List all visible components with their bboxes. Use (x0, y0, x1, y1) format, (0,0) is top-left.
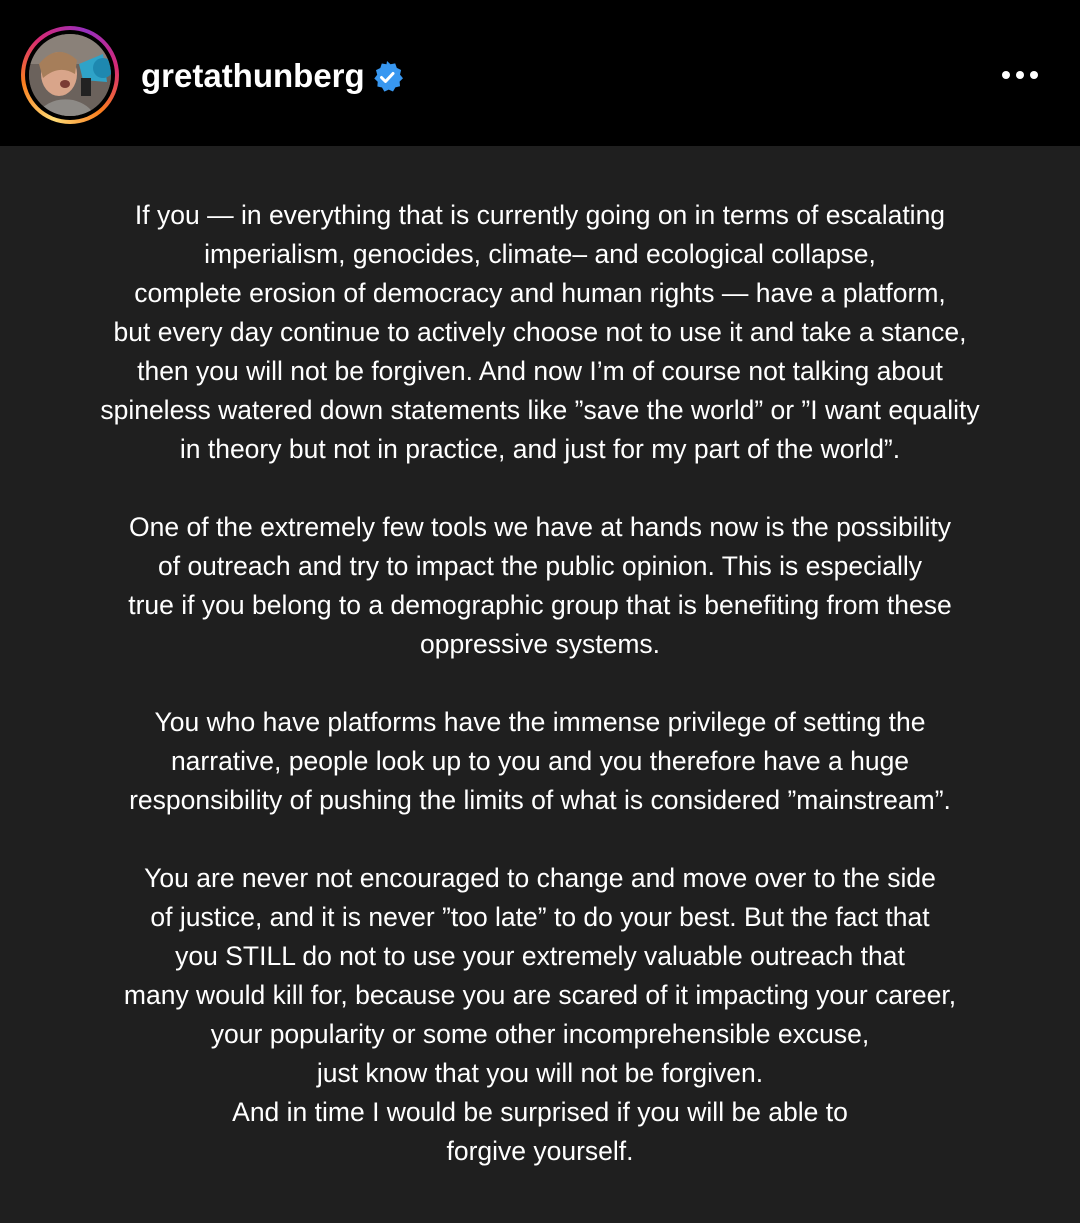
text-line: complete erosion of democracy and human rights — have a platform, (134, 278, 946, 308)
text-line: but every day continue to actively choose not to use it and take a stance, (113, 317, 967, 347)
text-line: forgive yourself. (446, 1136, 634, 1166)
paragraph-gap (0, 664, 1080, 703)
text-line: oppressive systems. (419, 629, 661, 659)
more-dot (1016, 71, 1024, 79)
username[interactable]: gretathunberg (141, 57, 365, 94)
text-line: many would kill for, because you are scared of it impacting your career, (123, 980, 957, 1010)
post-text (0, 196, 1080, 1171)
text-line: of outreach and try to impact the public opinion. This is especially (157, 551, 922, 581)
text-line: in theory but not in practice, and just for my part of the world”. (179, 434, 901, 464)
more-options-icon[interactable] (994, 60, 1046, 90)
text-line: You who have platforms have the immense privilege of setting the (154, 707, 926, 737)
post-image[interactable] (0, 146, 1080, 1223)
text-line: And in time I would be surprised if you will be able to (232, 1097, 848, 1127)
text-line: imperialism, genocides, climate– and ecological collapse, (204, 239, 876, 269)
story-ring[interactable] (21, 26, 119, 124)
paragraph (0, 196, 1080, 469)
paragraph (0, 859, 1080, 1171)
paragraph (0, 703, 1080, 820)
text-line: You are never not encouraged to change and move over to the side (144, 863, 936, 893)
text-line: narrative, people look up to you and you therefore have a huge (170, 746, 910, 776)
paragraph (0, 508, 1080, 664)
text-line: of justice, and it is never ”too late” to do your best. But the fact that (150, 902, 930, 932)
more-dot (1030, 71, 1038, 79)
paragraph-gap (0, 469, 1080, 508)
text-line: responsibility of pushing the limits of what is considered ”mainstream”. (129, 785, 951, 815)
text-line: you STILL do not to use your extremely valuable outreach that (175, 941, 905, 971)
text-line: just know that you will not be forgiven. (316, 1058, 764, 1088)
avatar-image (29, 34, 111, 116)
more-dot (1002, 71, 1010, 79)
text-line: then you will not be forgiven. And now I’m of course not talking about (137, 356, 943, 386)
text-line: spineless watered down statements like ”save the world” or ”I want equality (100, 395, 980, 425)
text-line: your popularity or some other incomprehensible excuse, (210, 1019, 870, 1049)
verified-badge-icon (370, 60, 404, 94)
post-header (0, 0, 1080, 146)
text-line: true if you belong to a demographic group that is benefiting from these (128, 590, 952, 620)
text-line: If you — in everything that is currently going on in terms of escalating (134, 200, 946, 230)
avatar[interactable] (29, 34, 111, 116)
paragraph-gap (0, 820, 1080, 859)
text-line: One of the extremely few tools we have at hands now is the possibility (129, 512, 951, 542)
